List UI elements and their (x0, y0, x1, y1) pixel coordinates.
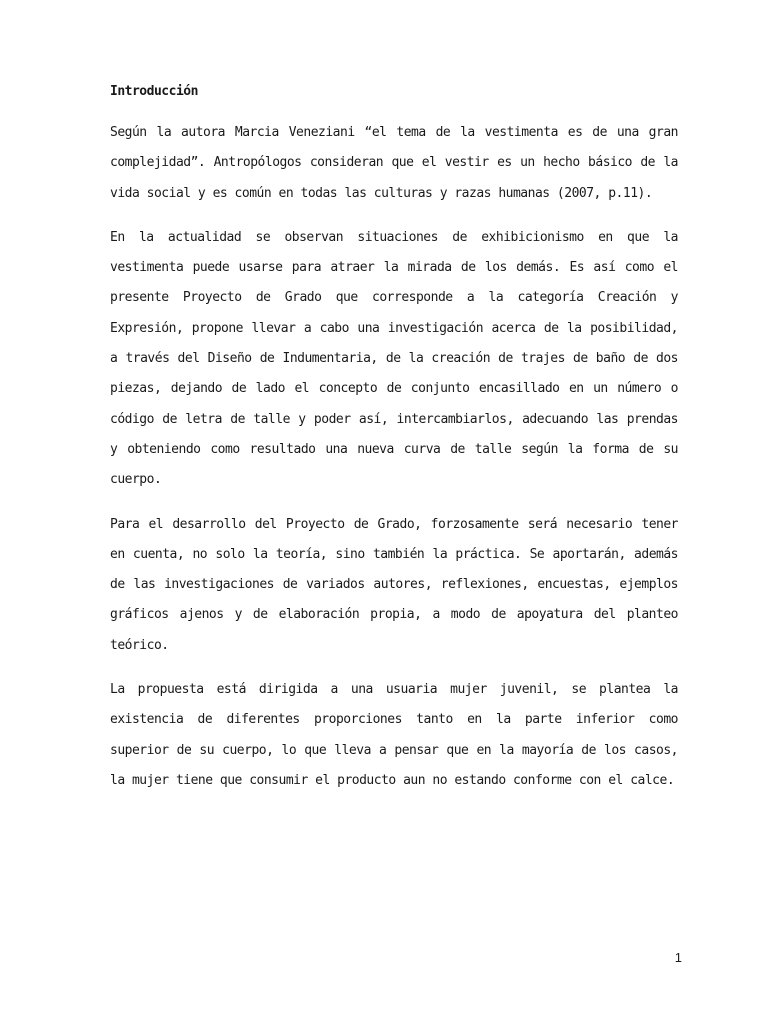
paragraph-3: Para el desarrollo del Proyecto de Grado, forzosamente será necesario tener en cuenta, no solo la teoría, sino también la práctica. Se aportarán, además de las investigaciones de variados autores, reflexiones, encuestas, ejemplos gráficos ajenos y de elaboración propia, a modo de apoyatura del planteo teórico. (110, 516, 678, 653)
paragraph-4: La propuesta está dirigida a una usuaria mujer juvenil, se plantea la existencia de diferentes proporciones tanto en la parte inferior como superior de su cuerpo, lo que lleva a pensar que en la mayoría de los casos, la mujer tiene que consumir el producto aun no estando conforme con el calce. (110, 682, 678, 788)
section-heading: Introducción (110, 84, 198, 99)
paragraph-1: Según la autora Marcia Veneziani “el tema de la vestimenta es de una gran complejidad”. Antropólogos consideran que el vestir es un hecho básico de la vida social y es común en todas las culturas y razas humanas (2007, p.11). (110, 125, 678, 201)
document-body (110, 84, 678, 810)
page-number: 1 (674, 950, 682, 965)
paragraph-2: En la actualidad se observan situaciones de exhibicionismo en que la vestimenta puede usarse para atraer la mirada de los demás. Es así como el presente Proyecto de Grado que corresponde a la categoría Creación y Expresión, propone llevar a cabo una investigación acerca de la posibilidad, a través del Diseño de Indumentaria, de la creación de trajes de baño de dos piezas, dejando de lado el concepto de conjunto encasillado en un número o código de letra de talle y poder así, intercambiarlos, adecuando las prendas y obteniendo como resultado una nueva curva de talle según la forma de su cuerpo. (110, 229, 678, 488)
